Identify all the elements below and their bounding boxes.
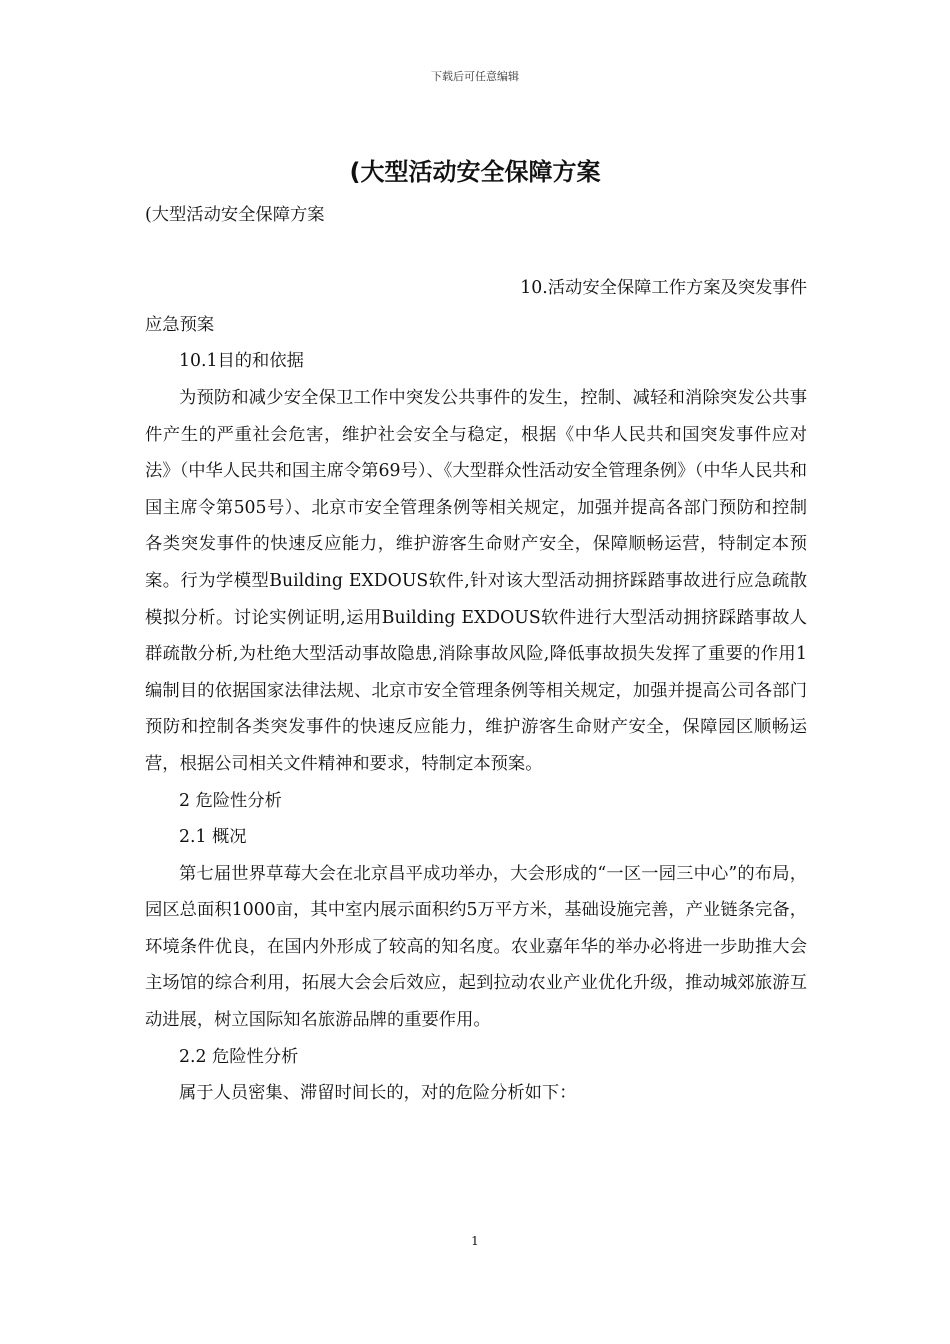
section-heading-part2: 应急预案 xyxy=(145,314,215,335)
section-2-heading: 2 危险性分析 xyxy=(179,790,282,811)
section-2-1-heading: 2.1 概况 xyxy=(179,827,247,848)
paragraph-purpose: 为预防和减少安全保卫工作中突发公共事件的发生，控制、减轻和消除突发公共事件产生的严重社会危害，维护社会安全与稳定，根据《中华人民共和国突发事件应对法》（中华人民共和国主席令第69号）、《大型群众性活动安全管理条例》（中华人民共和国主席令第505号）、北京市安全管理条例等相关规定，加强并提高各部门预防和控制各类突发事件的快速反应能力，维护游客生命财产安全，保障顺畅运营，特制定本预案。行为学模型Building EXDOUS软件,针对该大型活动拥挤踩踏事故进行应急疏散模拟分析。讨论实例证明,运用Building EXDOUS软件进行大型活动拥挤踩踏事故人群疏散分析,为杜绝大型活动事故隐患,消除事故风险,降低事故损失发挥了重要的作用1 编制目的依据国家法律法规、北京市安全管理条例等相关规定，加强并提高公司各部门预防和控制各类突发事件的快速反应能力，维护游客生命财产安全，保障园区顺畅运营，根据公司相关文件精神和要求，特制定本预案。 xyxy=(145,387,807,774)
paragraph-overview: 第七届世界草莓大会在北京昌平成功举办，大会形成的“一区一园三中心”的布局，园区总面积1000亩，其中室内展示面积约5万平方米，基础设施完善，产业链条完备，环境条件优良，在国内外形成了较高的知名度。农业嘉年华的举办必将进一步助推大会主场馆的综合利用，拓展大会会后效应，起到拉动农业产业优化升级，推动城郊旅游互动进展，树立国际知名旅游品牌的重要作用。 xyxy=(145,863,807,1031)
section-heading-part1: 10.活动安全保障工作方案及突发事件 xyxy=(520,278,807,299)
header-note: 下载后可任意编辑 xyxy=(431,70,519,83)
document-title: (大型活动安全保障方案 xyxy=(349,158,601,186)
document-body xyxy=(145,197,807,1112)
section-10-1-heading: 10.1目的和依据 xyxy=(179,351,304,372)
page-number: 1 xyxy=(471,1234,479,1248)
section-2-2-heading: 2.2 危险性分析 xyxy=(179,1046,299,1067)
paragraph-risk-intro: 属于人员密集、滞留时间长的，对的危险分析如下： xyxy=(179,1083,577,1104)
subtitle-line: (大型活动安全保障方案 xyxy=(145,205,325,225)
blank-line xyxy=(145,234,807,271)
